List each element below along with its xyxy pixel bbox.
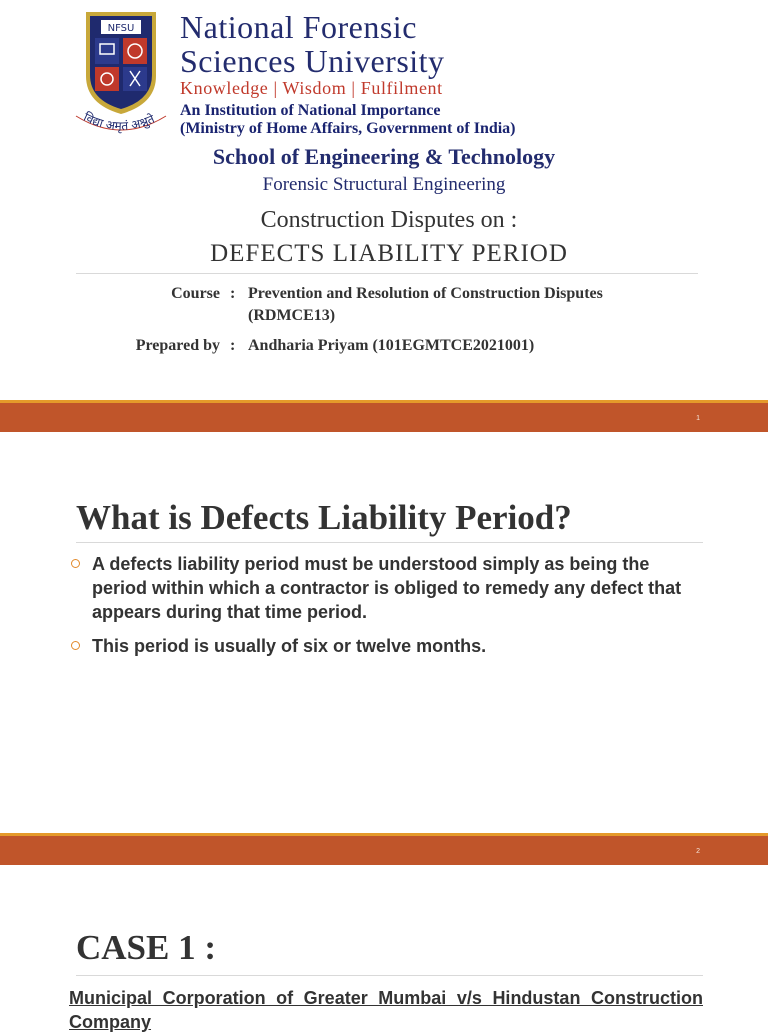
slide-2-bullet-list <box>70 552 704 668</box>
list-item <box>70 634 704 658</box>
institution-note <box>180 102 516 138</box>
page-number: 2 <box>696 848 700 855</box>
course-label: Course <box>171 285 220 302</box>
nfsu-logo <box>66 6 176 146</box>
course-value <box>248 283 603 327</box>
topic-line-2: DEFECTS LIABILITY PERIOD <box>210 240 568 267</box>
university-motto: Knowledge | Wisdom | Fulfilment <box>180 78 443 98</box>
course-value-line-2: (RDMCE13) <box>248 307 336 324</box>
school-name: School of Engineering & Technology <box>212 144 556 169</box>
logo-badge-text: NFSU <box>107 23 135 34</box>
bullet-circle-icon <box>71 559 80 568</box>
page-number: 1 <box>696 415 700 422</box>
slide-3-title-divider <box>76 975 703 976</box>
topic-line-1: Construction Disputes on : <box>260 207 518 233</box>
title-divider <box>76 273 698 274</box>
institution-line-1: An Institution of National Importance <box>180 102 441 119</box>
university-name <box>180 10 445 78</box>
case-name-text: Municipal Corporation of Greater Mumbai v/s Hindustan Construction Company <box>69 988 703 1032</box>
course-value-line-1: Prevention and Resolution of Construction Disputes <box>248 285 603 302</box>
prepared-by-colon: : <box>230 337 236 354</box>
prepared-by-value: Andharia Priyam (101EGMTCE2021001) <box>248 337 535 354</box>
slide-1 <box>0 0 768 400</box>
slide-2-title-divider <box>76 542 703 543</box>
slide-2-footer-band <box>0 833 768 865</box>
slide-2-title: What is Defects Liability Period? <box>76 498 572 537</box>
course-colon: : <box>230 285 236 302</box>
list-item <box>70 552 704 624</box>
bullet-text: This period is usually of six or twelve months. <box>92 636 487 656</box>
logo-sanskrit-text: विद्या अमृतं अश्नुते <box>81 109 157 134</box>
bullet-text: A defects liability period must be understood simply as being the period within which a contractor is obliged to remedy any defect that appears during that time period. <box>92 554 682 622</box>
slide-1-footer-band <box>0 400 768 432</box>
university-name-line-1: National Forensic <box>180 9 417 45</box>
department-name: Forensic Structural Engineering <box>262 174 506 195</box>
bullet-circle-icon <box>71 641 80 650</box>
institution-line-2: (Ministry of Home Affairs, Government of India) <box>180 120 516 137</box>
slide-3-title: CASE 1 : <box>76 928 217 967</box>
prepared-by-label: Prepared by <box>135 337 220 354</box>
university-name-line-2: Sciences University <box>180 43 445 79</box>
